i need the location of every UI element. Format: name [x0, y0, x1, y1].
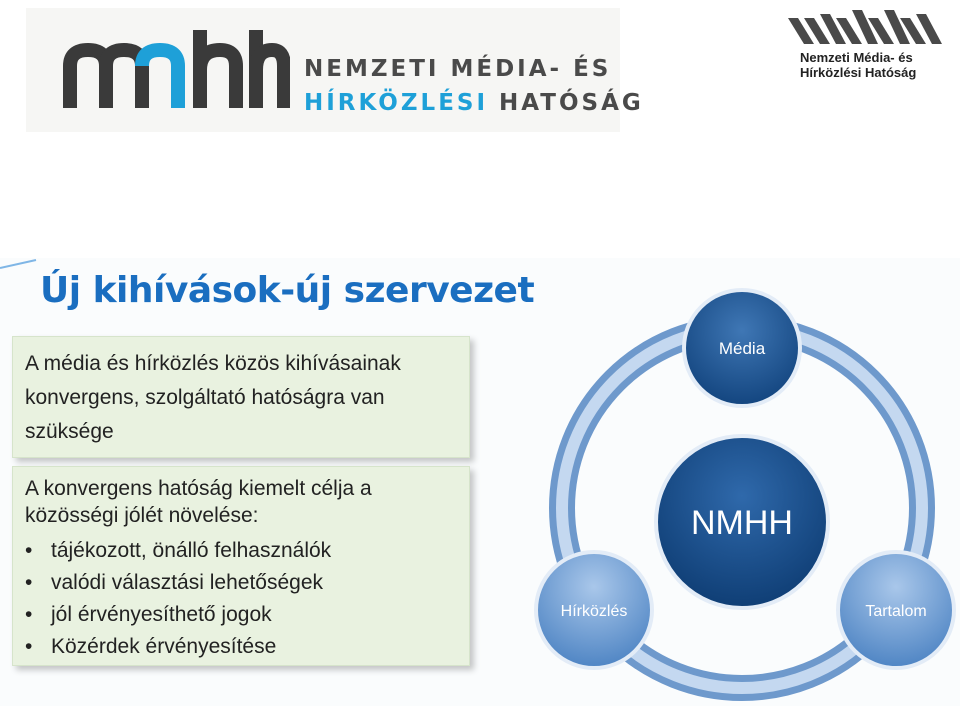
goal-item: • valódi választási lehetőségek [25, 567, 465, 599]
organization-diagram [520, 280, 960, 706]
goal-item: • tájékozott, önálló felhasználók [25, 535, 465, 567]
small-logo-wordmark [800, 50, 916, 80]
logo-line-1: NEMZETI MÉDIA- ÉS [304, 56, 612, 82]
goal-item: • jól érvényesíthető jogok [25, 599, 465, 631]
small-logo-line-1: Nemzeti Média- és [800, 50, 913, 65]
small-logo-line-2: Hírközlési Hatóság [800, 65, 917, 80]
node-tartalom-label: Tartalom [865, 603, 927, 620]
logo-line-2-part-2: HATÓSÁG [499, 90, 644, 116]
nmhh-logo-mark [60, 20, 290, 120]
goals-intro: A konvergens hatóság kiemelt célja a közösségi jólét növelése: [25, 477, 372, 527]
slide-decoration [0, 258, 40, 270]
logo-line-2-part-1: HÍRKÖZLÉSI [304, 90, 489, 116]
center-node-label: NMHH [691, 504, 793, 542]
goals-list [25, 535, 465, 663]
logo-line-2 [304, 86, 644, 120]
node-hirkozles-label: Hírközlés [560, 603, 628, 620]
goals-box [12, 466, 470, 666]
node-media-label: Média [718, 339, 766, 358]
goal-item: • Közérdek érvényesítése [25, 631, 465, 663]
statement-box [12, 336, 470, 458]
goals-content [25, 475, 465, 663]
statement-text: A média és hírközlés közös kihívásainak konvergens, szolgáltató hatóságra van szüksége [25, 352, 401, 443]
slide-title: Új kihívások-új szervezet [40, 270, 535, 311]
logo-wordmark [304, 52, 644, 120]
